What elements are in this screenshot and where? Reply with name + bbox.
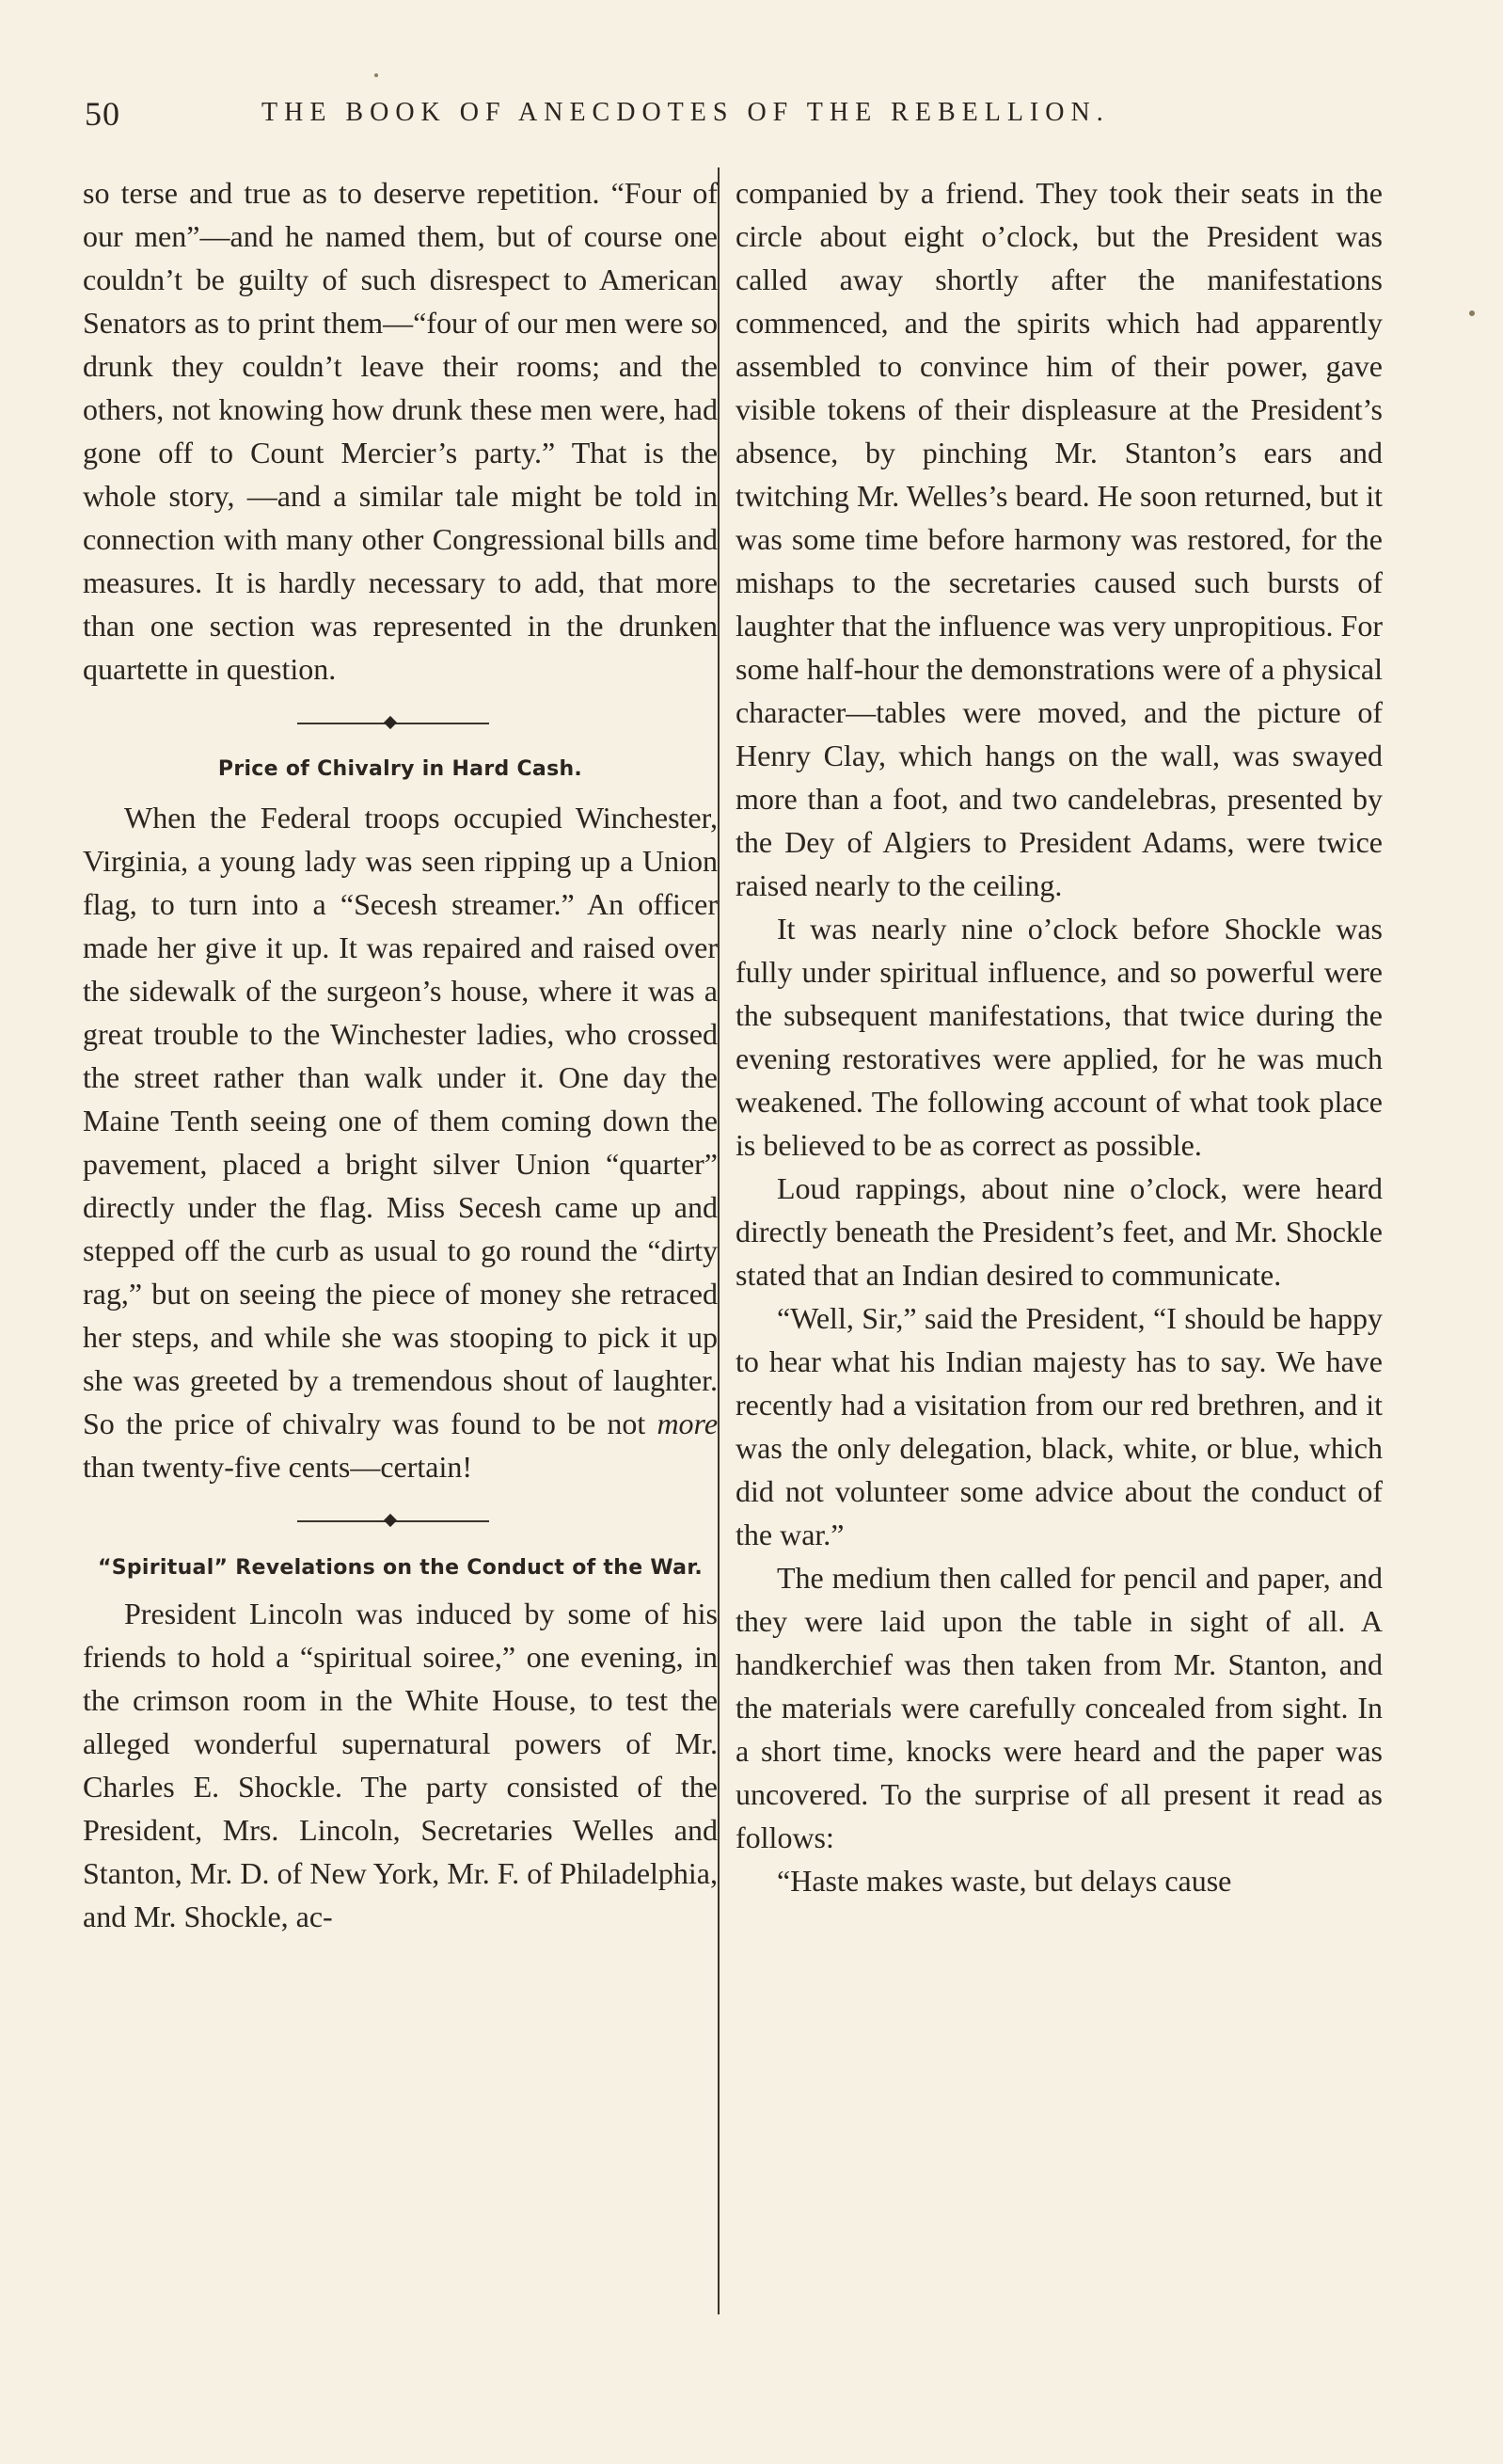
left-column xyxy=(83,171,718,1938)
right-column xyxy=(736,171,1383,1902)
paragraph: The medium then called for pencil and paper, and they were laid upon the table in sight of all. A handkerchief was then taken from Mr. Stanton, and the materials were carefully concealed from sight. In a short time, knocks were heard and the paper was uncovered. To the surprise of all present it read as follows: xyxy=(736,1561,1383,1854)
paragraph: “Haste makes waste, but delays cause xyxy=(777,1864,1232,1898)
paragraph: Loud rappings, about nine o’clock, were heard directly beneath the President’s feet, and Mr. Shockle stated that an Indian desired to communicate. xyxy=(736,1171,1383,1292)
running-title: THE BOOK OF ANECDOTES OF THE REBELLION. xyxy=(261,98,1110,127)
section-paragraph: When the Federal troops occupied Winchester, Virginia, a young lady was seen ripping up a Union flag, to turn into a “Secesh streamer.” An officer made her give it up. It was repaired and raised over the sidewalk of the surgeon’s house, where it was a great trouble to the Winchester ladies, who crossed the street rather than walk under it. One day the Maine Tenth seeing one of them coming down the pavement, placed a bright silver Union “quarter” directly under the flag. Miss Secesh came up and stepped off the curb as usual to go round the “dirty rag,” but on seeing the piece of money she retraced her steps, and while she was stooping to pick it up she was greeted by a tremendous shout of laughter. So the price of chivalry was found to be not more than twenty-five cents—certain! xyxy=(83,801,719,1484)
continued-paragraph: so terse and true as to deserve repetition. “Four of our men”—and he named them, but of course one couldn’t be guilty of such disrespect to American Senators as to print them—“four of our men were so drunk they couldn’t leave their rooms; and the others, not knowing how drunk these men were, had gone off to Count Mercier’s party.” That is the whole story, —and a similar tale might be told in connection with many other Congressional bills and measures. It is hardly necessary to add, that more than one section was represented in the drunken quartette in question. xyxy=(83,176,718,686)
section-paragraph: President Lincoln was induced by some of his friends to hold a “spiritual soiree,” one evening, in the crimson room in the White House, to test the alleged wonderful supernatural powers of Mr. Charles E. Shockle. The party consisted of the President, Mrs. Lincoln, Secretaries Welles and Stanton, Mr. D. of New York, Mr. F. of Philadelphia, and Mr. Shockle, ac- xyxy=(83,1597,718,1933)
section-ornament-divider xyxy=(83,691,718,756)
page-header xyxy=(85,94,1401,141)
section-title-spiritual-revelations: “Spiritual” Revelations on the Conduct of the War. xyxy=(97,1556,703,1580)
paper-speck xyxy=(1469,310,1475,316)
paper-speck xyxy=(374,73,378,77)
diamond-ornament-icon xyxy=(384,1514,397,1527)
paragraph: It was nearly nine o’clock before Shockle was fully under spiritual influence, and so powerful were the subsequent manifestations, that twice during the evening restoratives were applied, for he was much weakened. The following account of what took place is believed to be as correct as possible. xyxy=(736,912,1383,1162)
italic-emphasis: more xyxy=(657,1407,719,1440)
section-ornament-divider xyxy=(83,1488,718,1554)
continued-paragraph: companied by a friend. They took their seats in the circle about eight o’clock, but the President was called away shortly after the manifestations commenced, and the spirits which had apparently assembled to convince him of their power, gave visible tokens of their displeasure at the President’s absence, by pinching Mr. Stanton’s ears and twitching Mr. Welles’s beard. He soon returned, but it was some time before harmony was restored, for the mishaps to the secretaries caused such bursts of laughter that the influence was very unpropitious. For some half-hour the demonstrations were of a physical character—tables were moved, and the picture of Henry Clay, which hangs on the wall, was swayed more than a foot, and two candelebras, presented by the Dey of Algiers to President Adams, were twice raised nearly to the ceiling. xyxy=(736,176,1383,902)
section-title-price-of-chivalry: Price of Chivalry in Hard Cash. xyxy=(217,757,583,781)
paragraph: “Well, Sir,” said the President, “I should be happy to hear what his Indian majesty has to say. We have recently had a visitation from our red brethren, and it was the only delegation, black, white, or blue, which did not volunteer some advice about the conduct of the war.” xyxy=(736,1301,1383,1551)
diamond-ornament-icon xyxy=(384,716,397,729)
page-number: 50 xyxy=(85,95,120,133)
column-divider-rule xyxy=(718,167,720,2314)
